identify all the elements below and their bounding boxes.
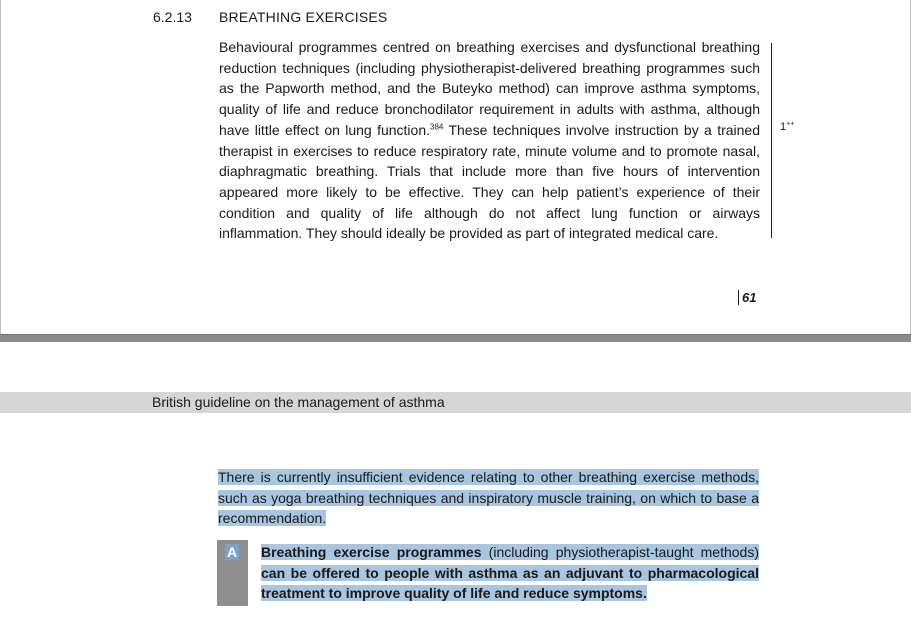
running-header-band [0,392,911,413]
grade-letter: A [227,544,238,560]
recommendation-lead-bold: Breathing exercise programmes [261,544,482,560]
evidence-level-value: 1 [780,121,787,133]
recommendation-text[interactable] [261,542,759,604]
body-paragraph[interactable] [219,37,760,244]
insufficient-evidence-paragraph[interactable] [218,467,759,529]
grade-box [217,540,248,606]
paragraph-text-part-1: Behavioural programmes centred on breathing exercises and dysfunctional breathing reduction techniques (including physiotherapist-delivered breathing programmes such as the Papworth method, and the Buteyko method) can improve asthma symptoms, quality of life and reduce bronchodilator requirement in adults with asthma, although have little effect on lung function. [219,39,760,138]
page-number: 61 [738,290,756,305]
recommendation-rest-bold: can be offered to people with asthma as an adjuvant to pharmacological treatment to improve quality of life and reduce symptoms. [261,564,759,602]
recommendation-lead-normal: (including physiotherapist-taught methods) [481,544,760,560]
paragraph-text-part-2: These techniques involve instruction by a trained therapist in exercises to reduce respiratory rate, minute volume and to promote nasal, diaphragmatic breathing. Trials that include more than five hours of intervention appeared more likely to be effective. They can help patient’s experience of their condition and quality of life although do not affect lung function or airways inflammation. They should ideally be provided as part of integrated medical care. [219,121,760,242]
evidence-level-superscript: ++ [786,120,795,128]
reference-superscript: 384 [430,122,444,132]
selected-paragraph-text: There is currently insufficient evidence relating to other breathing exercise methods, such as yoga breathing techniques and inspiratory muscle training, on which to base a recommendation. [218,469,759,527]
section-title: BREATHING EXERCISES [219,9,388,25]
evidence-margin-bar [771,43,772,238]
evidence-level-label [780,121,794,133]
running-header: British guideline on the management of asthma [152,394,445,410]
section-number: 6.2.13 [153,9,192,25]
